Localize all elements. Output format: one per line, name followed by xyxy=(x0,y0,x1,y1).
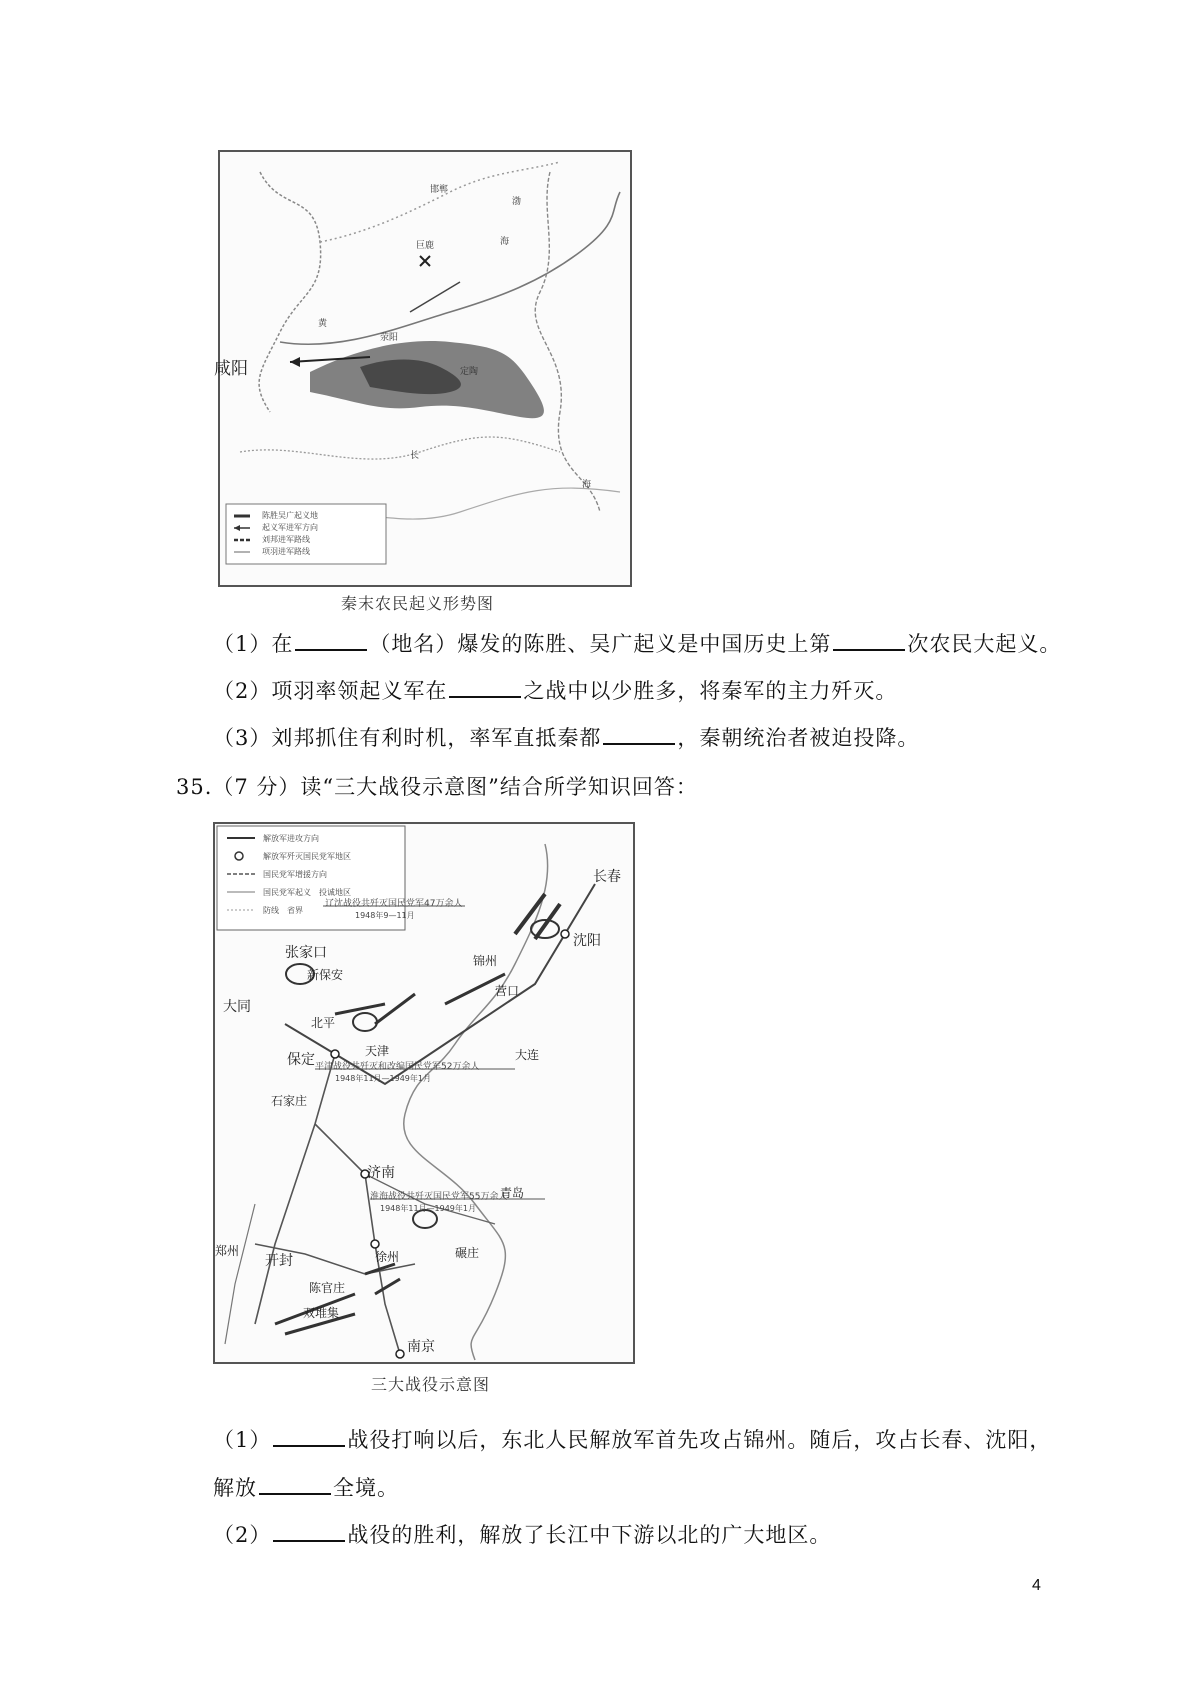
q34-item-1-part2: （地名）爆发的陈胜、吴广起义是中国历史上第 xyxy=(369,632,832,656)
map1-label-sea3: 海 xyxy=(582,480,592,490)
q35-blank-campaign-1[interactable] xyxy=(273,1427,345,1447)
q35-item-1-part1: （1） xyxy=(213,1428,272,1452)
map2-city-changchun: 长春 xyxy=(593,869,621,885)
page-number: 4 xyxy=(1032,1577,1041,1594)
map2-city-jinan: 济南 xyxy=(367,1165,395,1181)
map1-label-top: 邯郸 xyxy=(430,185,449,195)
map2-banner-huaihai: 淮海战役共歼灭国民党军55万余人 xyxy=(370,1192,508,1202)
map2-city-nanjing: 南京 xyxy=(407,1339,435,1355)
map2-city-tianjin: 天津 xyxy=(365,1044,390,1058)
map2-city-beiping: 北平 xyxy=(311,1016,336,1030)
map2-city-jinzhou: 锦州 xyxy=(473,954,498,968)
q34-item-3-part2: ，秦朝统治者被迫投降。 xyxy=(677,726,920,750)
map2-caption: 三大战役示意图 xyxy=(371,1375,491,1394)
qin-uprising-map xyxy=(214,150,632,587)
q34-item-2-part1: （2）项羽率领起义军在 xyxy=(213,679,448,703)
map1-label-mid: 荥阳 xyxy=(380,333,399,343)
map1-caption: 秦末农民起义形势图 xyxy=(341,594,495,613)
three-campaigns-map xyxy=(213,822,635,1364)
map2-banner-pingjin-date: 1948年11月—1949年1月 xyxy=(335,1074,431,1083)
map2-banner-huaihai-date: 1948年11月—1949年1月 xyxy=(380,1204,476,1213)
map2-city-yingkou: 营口 xyxy=(495,984,520,998)
map2-city-qingdao: 青岛 xyxy=(500,1186,525,1200)
map2-banner-liaoshen: 辽沈战役共歼灭国民党军47万余人 xyxy=(325,899,463,909)
map1-label-julu: 巨鹿 xyxy=(416,241,435,251)
map2-banner-liaoshen-date: 1948年9—11月 xyxy=(355,911,415,920)
q35-item-1 xyxy=(213,1424,1051,1454)
q35-item-1b-part2: 全境。 xyxy=(333,1476,399,1500)
q35-item-1-part2: 战役打响以后，东北人民解放军首先攻占锦州。随后，攻占长春、沈阳， xyxy=(347,1428,1052,1452)
q34-blank-battle[interactable] xyxy=(449,678,521,698)
map1-legend-1: 陈胜吴广起义地 xyxy=(262,511,318,520)
q35-blank-region[interactable] xyxy=(259,1475,331,1495)
q34-item-1 xyxy=(213,628,1061,658)
map2-legend-2: 解放军歼灭国民党军地区 xyxy=(263,852,351,861)
q35-item-2 xyxy=(213,1519,831,1549)
map2-city-kaifeng: 开封 xyxy=(265,1253,293,1269)
q34-blank-location[interactable] xyxy=(295,631,367,651)
map2-city-xuzhou: 徐州 xyxy=(375,1250,400,1264)
map1-label-xianyang: 咸阳 xyxy=(214,359,248,379)
map2-city-shijiazhuang: 石家庄 xyxy=(271,1094,308,1108)
map2-banner-pingjin: 平津战役共歼灭和改编国民党军52万余人 xyxy=(315,1062,480,1072)
q35-item-2-part2: 战役的胜利，解放了长江中下游以北的广大地区。 xyxy=(347,1523,832,1547)
q34-blank-capital[interactable] xyxy=(603,725,675,745)
map2-city-shuangduiji: 双堆集 xyxy=(303,1306,340,1320)
q35-item-1b-part1: 解放 xyxy=(213,1476,257,1500)
map2-legend-3: 国民党军增援方向 xyxy=(263,870,327,879)
q34-item-2 xyxy=(213,675,897,705)
q34-blank-ordinal[interactable] xyxy=(833,631,905,651)
q34-item-3 xyxy=(213,722,919,752)
map1-legend-3: 刘邦进军路线 xyxy=(262,535,310,544)
map2-legend-1: 解放军进攻方向 xyxy=(263,834,319,843)
q34-item-3-part1: （3）刘邦抓住有利时机，率军直抵秦都 xyxy=(213,726,602,750)
q35-heading: 35.（7 分）读“三大战役示意图”结合所学知识回答： xyxy=(176,775,698,799)
map2-legend-4: 国民党军起义 投诚地区 xyxy=(263,888,351,897)
q35-blank-campaign-2[interactable] xyxy=(273,1522,345,1542)
map2-city-dalian: 大连 xyxy=(515,1048,540,1062)
q34-item-2-part2: 之战中以少胜多，将秦军的主力歼灭。 xyxy=(523,679,898,703)
map2-city-nianzhuang: 碾庄 xyxy=(455,1246,480,1260)
map1-legend-2: 起义军进军方向 xyxy=(262,523,318,532)
map2-city-zhangjiakou: 张家口 xyxy=(285,945,327,961)
map1-label-sea1: 渤 xyxy=(512,197,522,207)
map2-city-datong: 大同 xyxy=(223,999,251,1015)
map2-city-baoding: 保定 xyxy=(287,1052,315,1068)
map2-legend-5: 防线 省界 xyxy=(263,906,303,915)
q35-item-2-part1: （2） xyxy=(213,1523,272,1547)
map2-city-xinbaoan: 新保安 xyxy=(307,968,344,982)
q34-item-1-part1: （1）在 xyxy=(213,632,294,656)
q35-item-1-cont xyxy=(213,1472,399,1502)
map1-label-river1: 黄 xyxy=(318,319,328,329)
map1-label-sea2: 海 xyxy=(500,237,510,247)
map1-label-dingtao: 定陶 xyxy=(460,367,479,377)
map1-label-river2: 长 xyxy=(410,451,420,461)
q34-item-1-part3: 次农民大起义。 xyxy=(907,632,1062,656)
map1-legend-4: 项羽进军路线 xyxy=(262,547,310,556)
map2-city-chenguanzhuang: 陈官庄 xyxy=(309,1281,346,1295)
map2-city-zhengzhou: 郑州 xyxy=(215,1244,240,1258)
map2-city-shenyang: 沈阳 xyxy=(573,933,601,949)
